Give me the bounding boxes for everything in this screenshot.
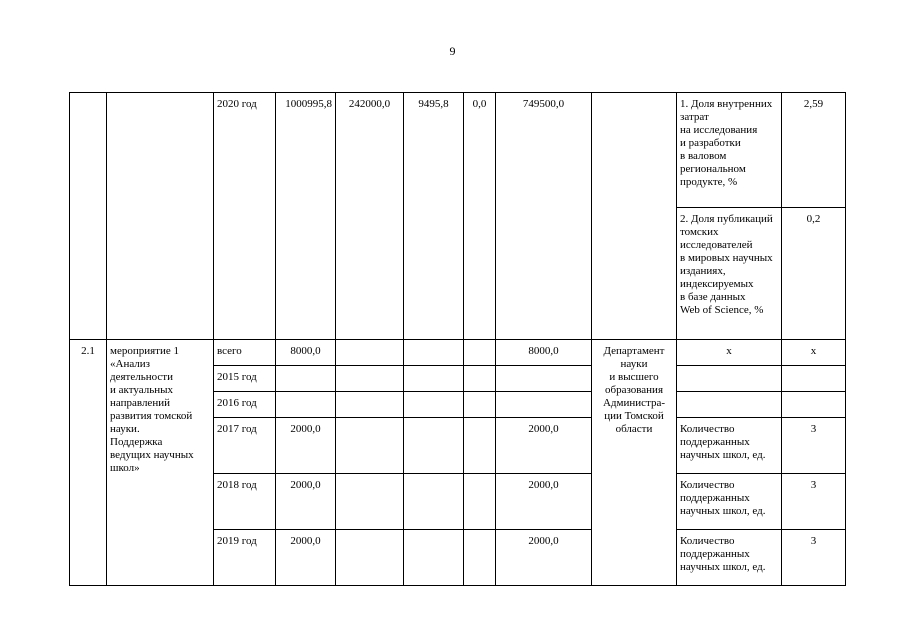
value-cell bbox=[496, 392, 592, 418]
year-cell: 2015 год bbox=[214, 366, 276, 392]
value-cell: 2000,0 bbox=[496, 530, 592, 586]
indicator-value-cell: x bbox=[782, 340, 846, 366]
value-cell bbox=[404, 392, 464, 418]
value-cell bbox=[496, 366, 592, 392]
year-cell: 2020 год bbox=[214, 93, 276, 340]
indicator-value-cell: 3 bbox=[782, 418, 846, 474]
year-cell: всего bbox=[214, 340, 276, 366]
table-row bbox=[70, 93, 846, 208]
event-name-cell: мероприятие 1 «Анализ деятельности и актуальных направлений развития томской науки. Поддержка ведущих научных школ» bbox=[107, 340, 214, 586]
year-cell: 2016 год bbox=[214, 392, 276, 418]
year-cell: 2017 год bbox=[214, 418, 276, 474]
indicator-value-cell bbox=[782, 392, 846, 418]
name-cell bbox=[107, 93, 214, 340]
total-cell: 2000,0 bbox=[276, 474, 336, 530]
value-cell bbox=[336, 418, 404, 474]
year-cell: 2019 год bbox=[214, 530, 276, 586]
total-cell: 2000,0 bbox=[276, 418, 336, 474]
total-cell: 1000995,8 bbox=[276, 93, 336, 340]
value-cell bbox=[464, 530, 496, 586]
value-cell: 2000,0 bbox=[496, 474, 592, 530]
value-cell bbox=[464, 366, 496, 392]
table-row bbox=[70, 340, 846, 366]
value-cell bbox=[336, 340, 404, 366]
value-cell bbox=[464, 474, 496, 530]
indicator-cell: 1. Доля внутренних затрат на исследования и разработки в валовом региональном продукте, % bbox=[677, 93, 782, 208]
value-cell bbox=[404, 366, 464, 392]
value-cell bbox=[404, 474, 464, 530]
total-cell: 2000,0 bbox=[276, 530, 336, 586]
value-cell bbox=[336, 530, 404, 586]
value-cell bbox=[464, 392, 496, 418]
indicator-value-cell bbox=[782, 366, 846, 392]
indicator-cell: Количество поддержанных научных школ, ед. bbox=[677, 530, 782, 586]
value-cell: 0,0 bbox=[464, 93, 496, 340]
page-number: 9 bbox=[449, 44, 456, 58]
total-cell bbox=[276, 392, 336, 418]
executor-cell: Департамент науки и высшего образования Администра- ции Томской области bbox=[592, 340, 677, 586]
value-cell bbox=[336, 474, 404, 530]
value-cell bbox=[336, 392, 404, 418]
indicator-value-cell: 2,59 bbox=[782, 93, 846, 208]
value-cell bbox=[464, 418, 496, 474]
indicator-cell bbox=[677, 366, 782, 392]
value-cell: 9495,8 bbox=[404, 93, 464, 340]
value-cell bbox=[404, 418, 464, 474]
indicator-cell: x bbox=[677, 340, 782, 366]
value-cell bbox=[404, 340, 464, 366]
program-table bbox=[69, 92, 846, 586]
value-cell: 2000,0 bbox=[496, 418, 592, 474]
indicator-cell: 2. Доля публикаций томских исследователей в мировых научных изданиях, индексируемых в базе данных Web of Science, % bbox=[677, 208, 782, 340]
year-cell: 2018 год bbox=[214, 474, 276, 530]
indicator-cell bbox=[677, 392, 782, 418]
event-number-cell: 2.1 bbox=[70, 340, 107, 586]
value-cell: 749500,0 bbox=[496, 93, 592, 340]
total-cell: 8000,0 bbox=[276, 340, 336, 366]
indicator-value-cell: 3 bbox=[782, 530, 846, 586]
indicator-value-cell: 0,2 bbox=[782, 208, 846, 340]
value-cell bbox=[404, 530, 464, 586]
value-cell bbox=[336, 366, 404, 392]
value-cell: 242000,0 bbox=[336, 93, 404, 340]
executor-cell bbox=[592, 93, 677, 340]
total-cell bbox=[276, 366, 336, 392]
value-cell: 8000,0 bbox=[496, 340, 592, 366]
indicator-value-cell: 3 bbox=[782, 474, 846, 530]
indicator-cell: Количество поддержанных научных школ, ед. bbox=[677, 418, 782, 474]
indicator-cell: Количество поддержанных научных школ, ед. bbox=[677, 474, 782, 530]
value-cell bbox=[464, 340, 496, 366]
number-cell bbox=[70, 93, 107, 340]
